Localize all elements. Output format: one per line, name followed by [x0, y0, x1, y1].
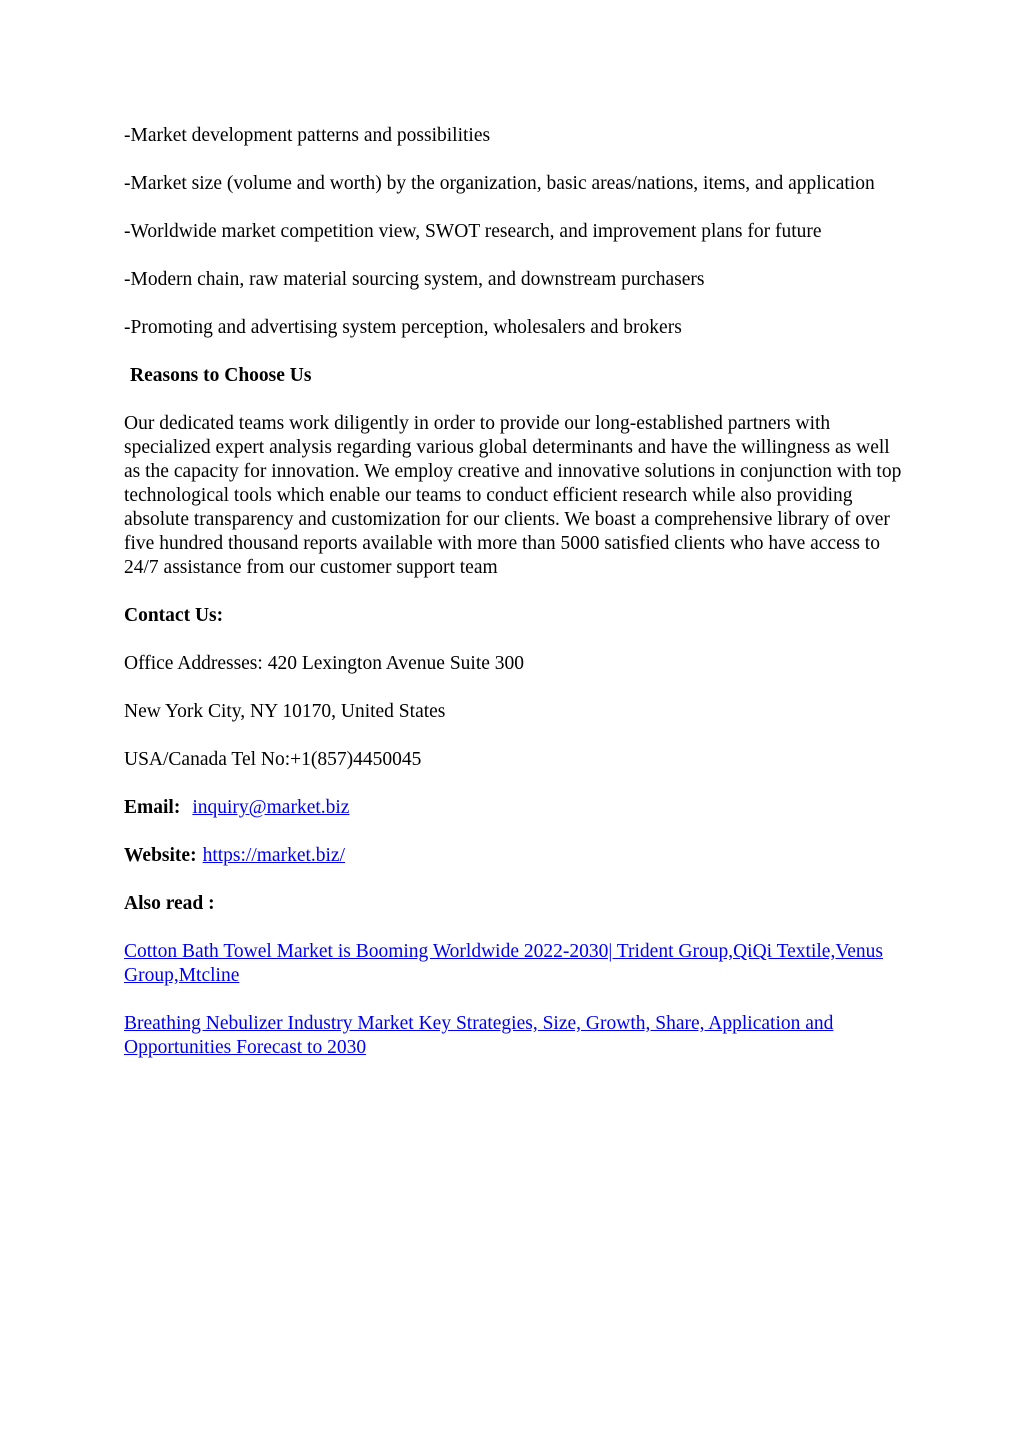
- phone-number: USA/Canada Tel No:+1(857)4450045: [124, 749, 422, 770]
- office-address-line1: Office Addresses: 420 Lexington Avenue Suite 300: [124, 653, 525, 674]
- also-read-item: [124, 940, 904, 988]
- bullet-market-size: -Market size (volume and worth) by the organization, basic areas/nations, items, and application: [124, 173, 875, 194]
- also-read-heading: Also read :: [124, 893, 215, 914]
- email-link[interactable]: inquiry@market.biz: [192, 797, 350, 818]
- document-page: [124, 124, 904, 1084]
- office-address-line2: New York City, NY 10170, United States: [124, 701, 446, 722]
- contact-heading: Contact Us:: [124, 605, 224, 626]
- website-label: Website:: [124, 845, 197, 866]
- email-label: Email:: [124, 797, 181, 818]
- website-row: [124, 844, 904, 868]
- reasons-heading: Reasons to Choose Us: [130, 365, 312, 386]
- also-read-item: [124, 1012, 904, 1060]
- also-read-link-cotton-towel[interactable]: Cotton Bath Towel Market is Booming Worldwide 2022-2030| Trident Group,QiQi Textile,Venus Group,Mtcline: [124, 941, 883, 986]
- reasons-body: Our dedicated teams work diligently in order to provide our long-established partners with specialized expert analysis regarding various global determinants and have the willingness as well as the capacity for innovation. We employ creative and innovative solutions in conjunction with top technological tools which enable our teams to conduct efficient research while also providing absolute transparency and customization for our clients. We boast a comprehensive library of over five hundred thousand reports available with more than 5000 satisfied clients who have access to 24/7 assistance from our customer support team: [124, 413, 902, 578]
- bullet-modern-chain: -Modern chain, raw material sourcing system, and downstream purchasers: [124, 269, 705, 290]
- also-read-link-nebulizer[interactable]: Breathing Nebulizer Industry Market Key Strategies, Size, Growth, Share, Application and Opportunities Forecast to 2030: [124, 1013, 834, 1058]
- bullet-competition-view: -Worldwide market competition view, SWOT research, and improvement plans for future: [124, 221, 822, 242]
- bullet-promoting-advertising: -Promoting and advertising system perception, wholesalers and brokers: [124, 317, 682, 338]
- email-row: [124, 796, 904, 820]
- bullet-development-patterns: -Market development patterns and possibilities: [124, 125, 491, 146]
- website-link[interactable]: https://market.biz/: [202, 845, 346, 866]
